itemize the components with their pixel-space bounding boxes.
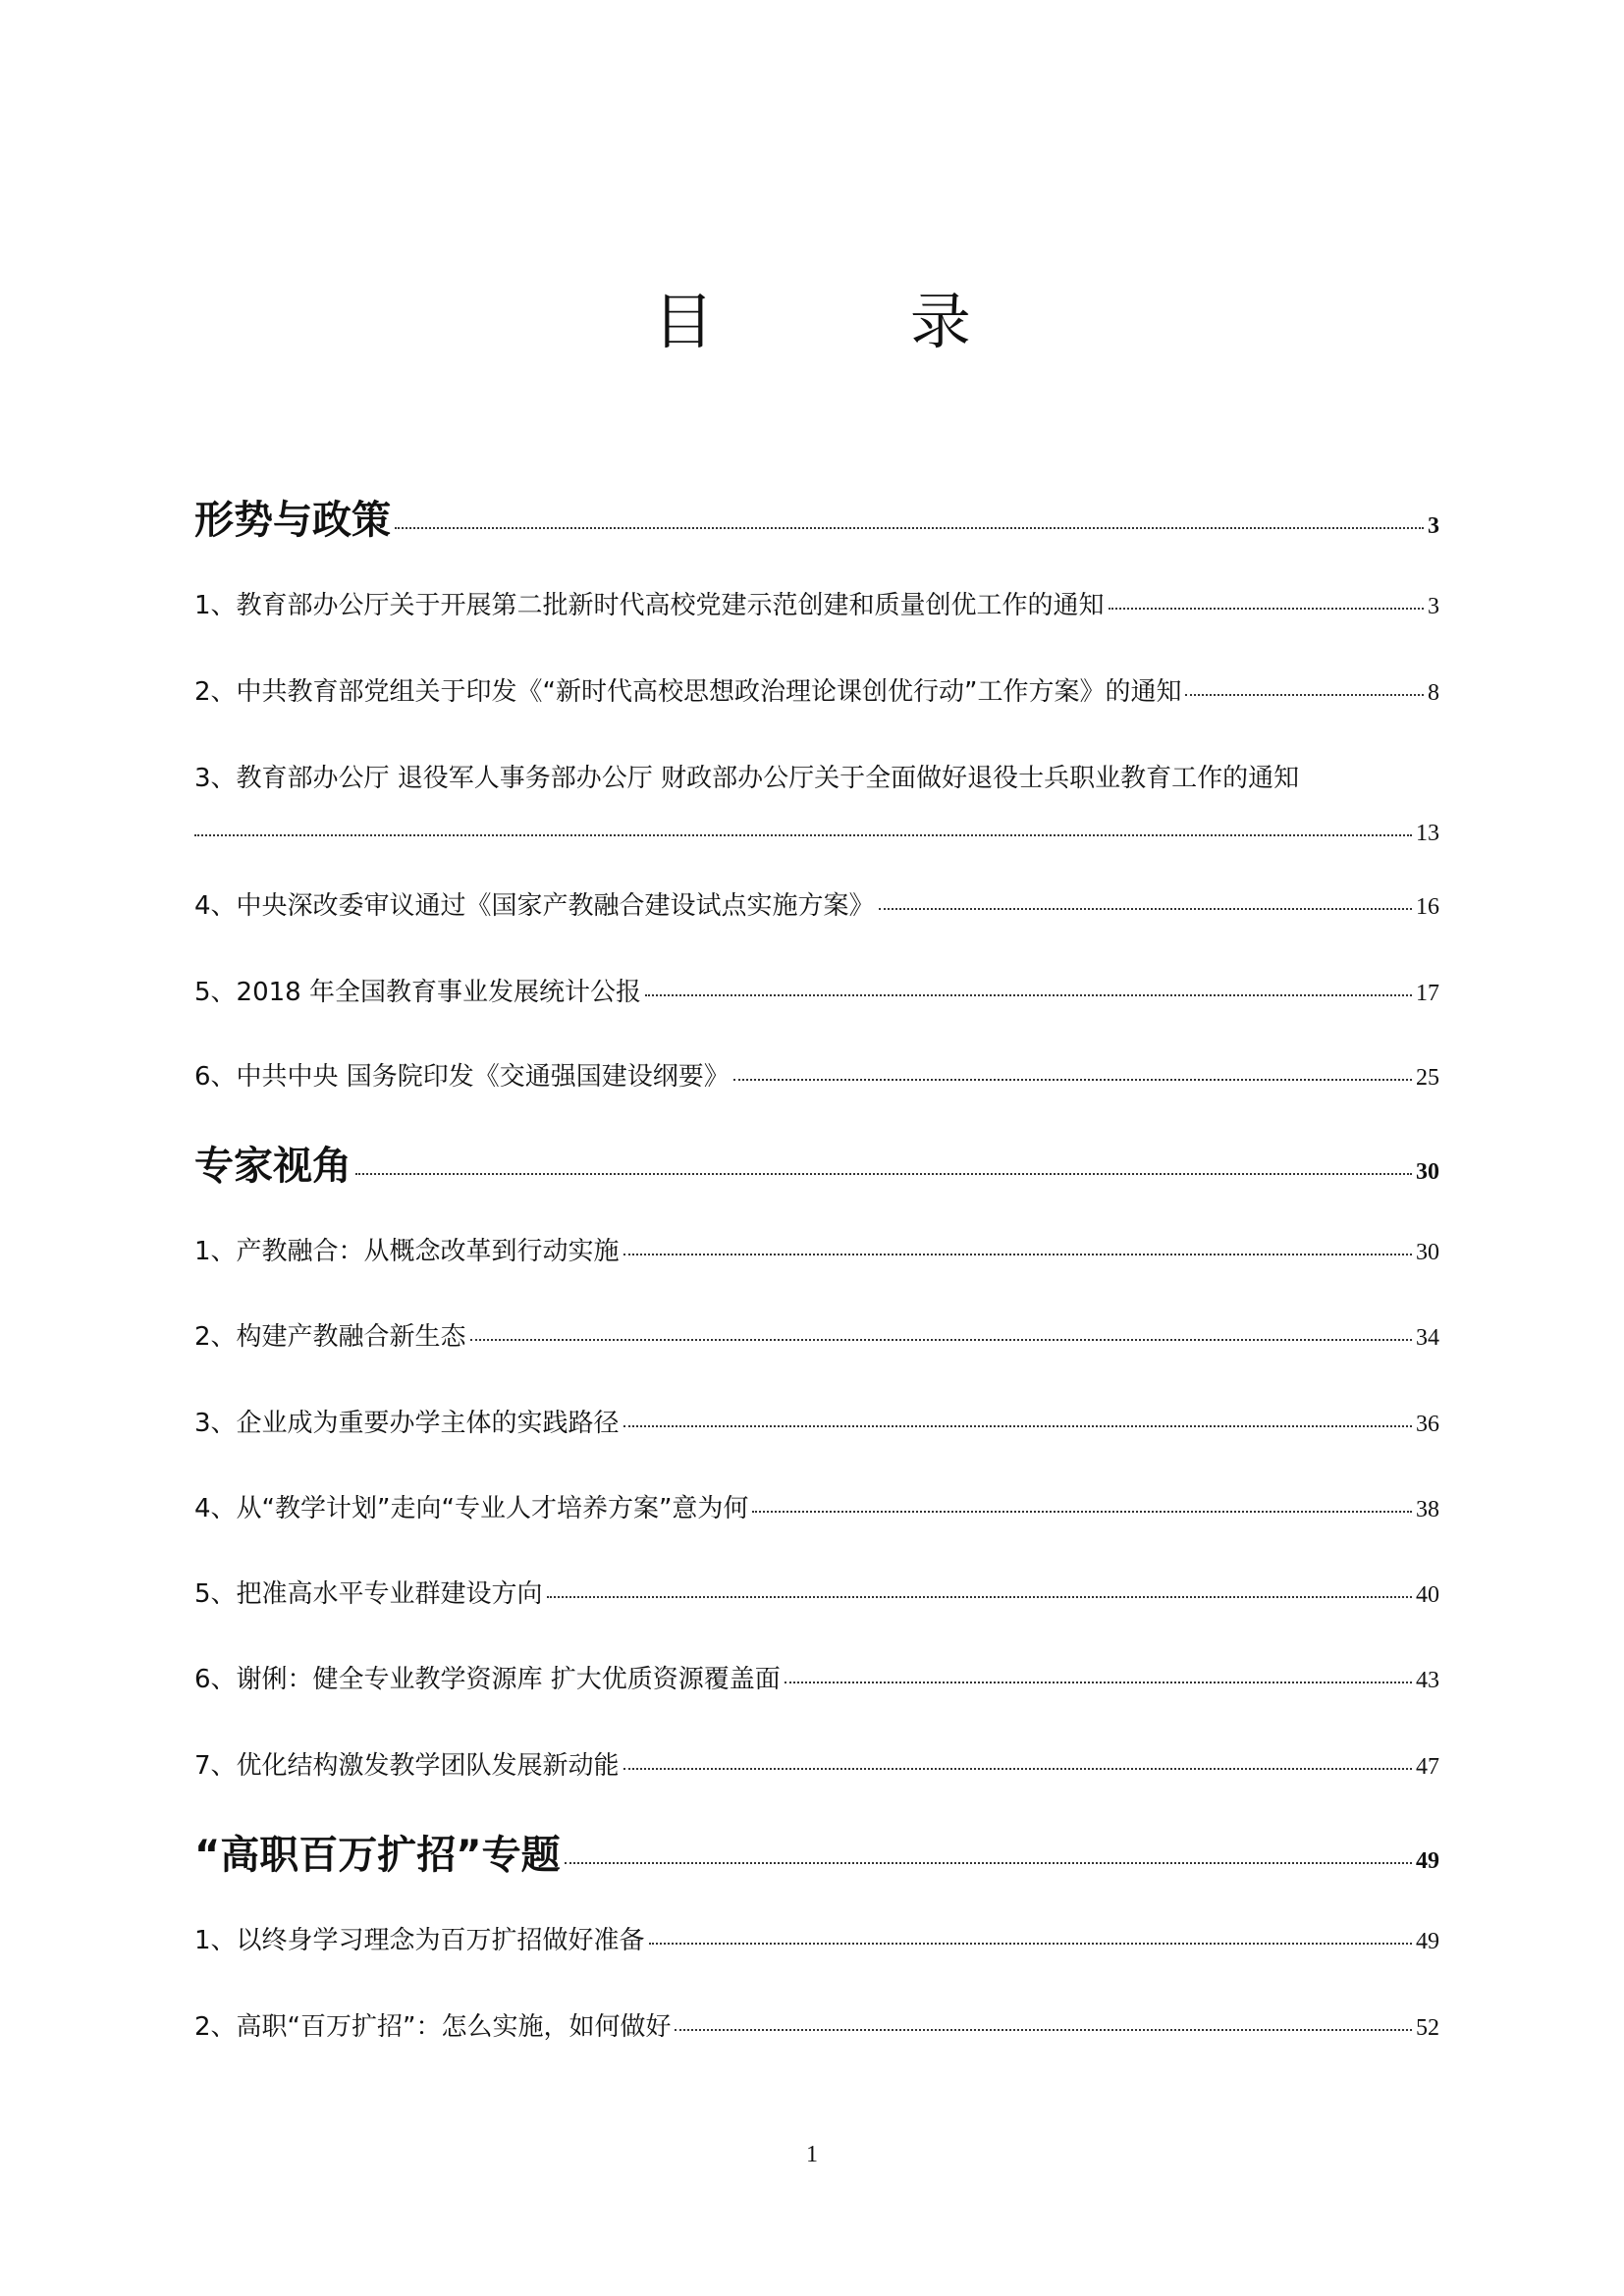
dot-leader xyxy=(1185,694,1424,696)
toc-item[interactable] xyxy=(194,1231,1439,1267)
toc-page-number: 16 xyxy=(1416,894,1439,920)
dot-leader xyxy=(675,2029,1412,2031)
toc-entry-text: 7、优化结构激发教学团队发展新动能 xyxy=(194,1751,620,1781)
toc-entry-text: 5、2018 年全国教育事业发展统计公报 xyxy=(194,978,641,1007)
toc-page-number: 38 xyxy=(1416,1497,1439,1522)
toc-item[interactable] xyxy=(194,1745,1439,1782)
toc-page-number: 13 xyxy=(1416,821,1439,846)
dot-leader xyxy=(194,834,1412,836)
toc-page-number: 49 xyxy=(1416,1848,1439,1874)
dot-leader xyxy=(649,1943,1412,1945)
toc-entry-text: 6、谢俐：健全专业教学资源库 扩大优质资源覆盖面 xyxy=(194,1665,781,1694)
page-title: 目 录 xyxy=(653,286,1059,357)
dot-leader xyxy=(355,1173,1412,1175)
toc-page-number: 25 xyxy=(1416,1065,1439,1091)
toc-entry-text: 1、教育部办公厅关于开展第二批新时代高校党建示范创建和质量创优工作的通知 xyxy=(194,591,1105,620)
toc-item[interactable] xyxy=(194,1920,1439,1956)
toc-item[interactable] xyxy=(194,972,1439,1008)
dot-leader xyxy=(1109,608,1424,610)
toc-item[interactable] xyxy=(194,1403,1439,1439)
toc-page-number: 30 xyxy=(1416,1159,1439,1185)
toc-item[interactable] xyxy=(194,2006,1439,2043)
toc-item[interactable] xyxy=(194,1659,1439,1695)
toc-entry-text: 形势与政策 xyxy=(194,498,391,543)
toc-page-number: 8 xyxy=(1428,680,1439,706)
toc-entry-text: 2、构建产教融合新生态 xyxy=(194,1322,466,1352)
toc-section-experts[interactable] xyxy=(194,1135,1439,1191)
toc-item[interactable] xyxy=(194,1574,1439,1610)
toc-page-number: 52 xyxy=(1416,2015,1439,2041)
toc-item[interactable] xyxy=(194,885,1439,922)
toc-entry-text: 3、企业成为重要办学主体的实践路径 xyxy=(194,1409,620,1438)
dot-leader xyxy=(623,1425,1412,1427)
dot-leader xyxy=(565,1862,1412,1864)
toc-section-enrollment-expansion[interactable] xyxy=(194,1824,1439,1880)
dot-leader xyxy=(879,908,1412,910)
toc-entry-text: 5、把准高水平专业群建设方向 xyxy=(194,1579,543,1609)
page-number-footer: 1 xyxy=(806,2142,818,2167)
toc-page-number: 3 xyxy=(1428,594,1439,619)
toc-item[interactable] xyxy=(194,1056,1439,1093)
toc-page-number: 47 xyxy=(1416,1754,1439,1780)
toc-entry-text: 4、中央深改委审议通过《国家产教融合建设试点实施方案》 xyxy=(194,891,875,921)
dot-leader xyxy=(785,1682,1412,1683)
toc-page-number: 17 xyxy=(1416,981,1439,1006)
toc-page-number: 36 xyxy=(1416,1412,1439,1437)
toc-entry-text: 1、以终身学习理念为百万扩招做好准备 xyxy=(194,1926,645,1955)
toc-item-continuation[interactable] xyxy=(194,821,1439,847)
dot-leader xyxy=(733,1079,1412,1081)
dot-leader xyxy=(752,1511,1412,1513)
dot-leader xyxy=(623,1254,1412,1255)
toc-entry-text: 1、产教融合：从概念改革到行动实施 xyxy=(194,1237,620,1266)
toc-entry-text: 2、中共教育部党组关于印发《“新时代高校思想政治理论课创优行动”工作方案》的通知 xyxy=(194,677,1182,707)
dot-leader xyxy=(470,1339,1412,1341)
toc-entry-text: 专家视角 xyxy=(194,1144,352,1189)
toc-page-number: 34 xyxy=(1416,1325,1439,1351)
dot-leader xyxy=(395,527,1424,529)
toc-item-wrapped[interactable]: 3、教育部办公厅 退役军人事务部办公厅 财政部办公厅关于全面做好退役士兵职业教育工作的通知 xyxy=(194,764,1300,793)
toc-page-number: 3 xyxy=(1428,513,1439,539)
dot-leader xyxy=(645,994,1412,996)
toc-entry-text: 4、从“教学计划”走向“专业人才培养方案”意为何 xyxy=(194,1494,749,1523)
toc-page-number: 40 xyxy=(1416,1582,1439,1608)
dot-leader xyxy=(547,1596,1412,1598)
toc-entry-text: 2、高职“百万扩招”：怎么实施，如何做好 xyxy=(194,2012,672,2042)
toc-page-number: 49 xyxy=(1416,1929,1439,1954)
toc-item[interactable] xyxy=(194,1316,1439,1353)
toc-entry-text: “高职百万扩招”专题 xyxy=(194,1833,561,1878)
toc-item[interactable] xyxy=(194,671,1439,708)
dot-leader xyxy=(623,1768,1412,1770)
toc-page-number: 30 xyxy=(1416,1240,1439,1265)
toc-page-number: 43 xyxy=(1416,1668,1439,1693)
toc-item[interactable] xyxy=(194,1488,1439,1524)
toc-item[interactable] xyxy=(194,585,1439,621)
toc-section-policy[interactable] xyxy=(194,489,1439,545)
toc-entry-text: 6、中共中央 国务院印发《交通强国建设纲要》 xyxy=(194,1062,730,1092)
